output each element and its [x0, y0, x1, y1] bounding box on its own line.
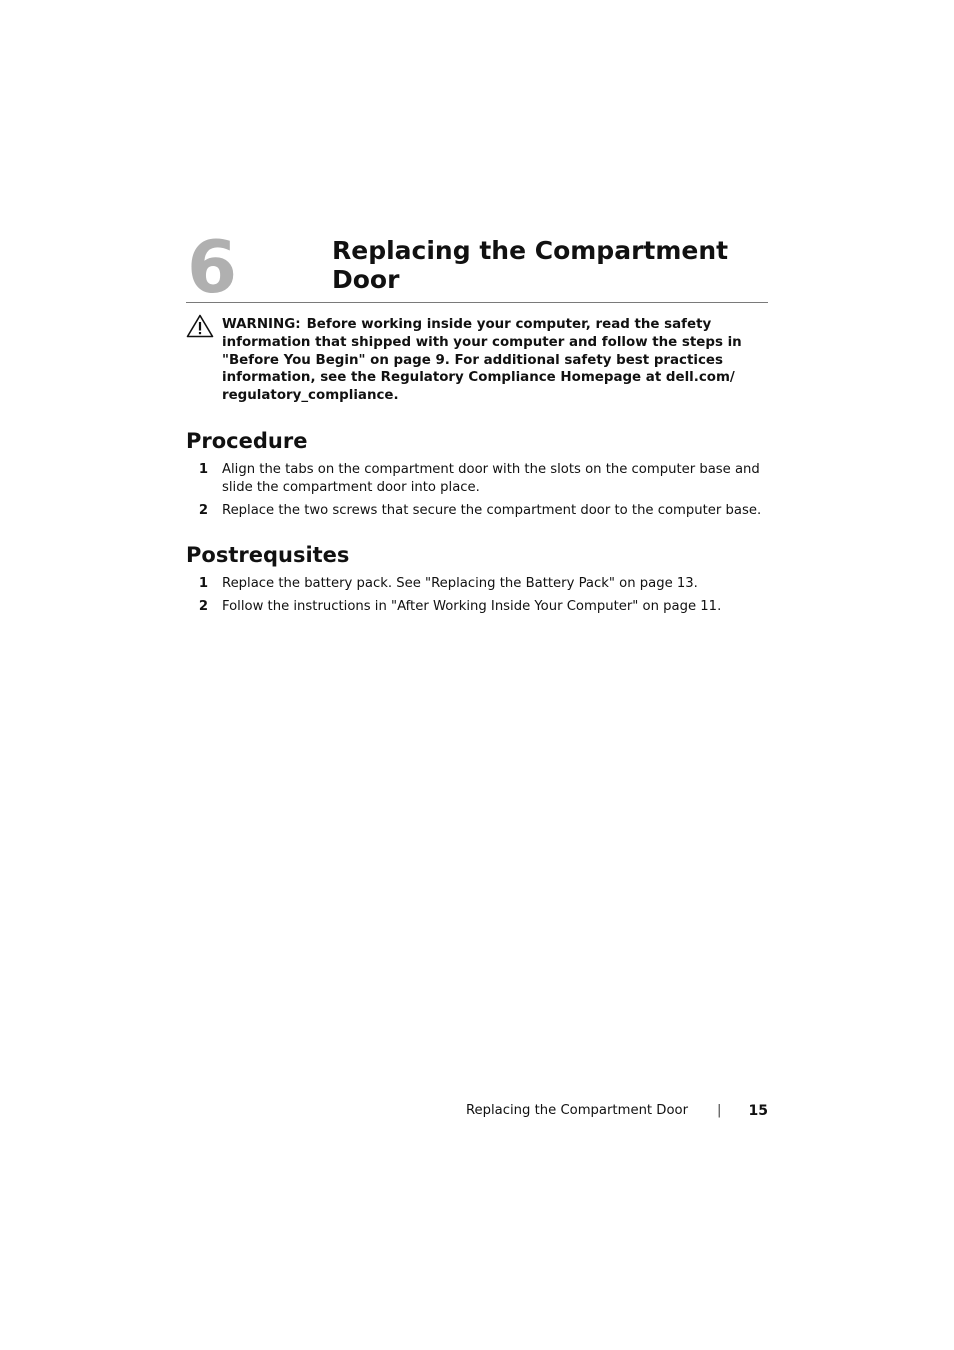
step-text: Follow the instructions in "After Working Inside Your Computer" on page 11.: [222, 599, 722, 614]
warning-label: WARNING:: [222, 317, 301, 332]
step-number: 1: [198, 462, 208, 477]
title-rule: [186, 302, 768, 303]
page-footer: [430, 1100, 768, 1122]
warning-triangle-icon: [186, 314, 214, 338]
list-item: [186, 598, 768, 616]
step-text: Align the tabs on the compartment door with the slots on the computer base and slide the compartment door into place.: [222, 462, 760, 495]
step-number: 1: [198, 576, 208, 591]
step-number: 2: [198, 599, 208, 614]
step-text: Replace the two screws that secure the compartment door to the computer base.: [222, 503, 762, 518]
list-item: [186, 461, 768, 497]
step-text: Replace the battery pack. See "Replacing the Battery Pack" on page 13.: [222, 576, 698, 591]
list-item: [186, 502, 768, 520]
page-number: 15: [748, 1103, 768, 1119]
footer-title: Replacing the Compartment Door: [465, 1103, 688, 1118]
procedure-heading: Procedure: [186, 429, 308, 453]
postrequisites-heading: Postrequsites: [186, 543, 350, 567]
warning-text-block: [222, 316, 768, 405]
chapter-title: Replacing the Compartment Door: [332, 236, 729, 294]
warning-body: Before working inside your computer, read the safety information that shipped with your computer and follow the steps in "Before You Begin" on page 9. For additional safety best practices information, see the Regulatory Compliance Homepage at dell.com/ regulatory_compliance.: [222, 317, 742, 404]
step-number: 2: [198, 503, 208, 518]
chapter-number: 6: [187, 225, 238, 309]
footer-separator: |: [717, 1103, 722, 1118]
list-item: [186, 575, 768, 593]
procedure-steps: [186, 461, 768, 525]
postrequisites-steps: [186, 575, 768, 621]
